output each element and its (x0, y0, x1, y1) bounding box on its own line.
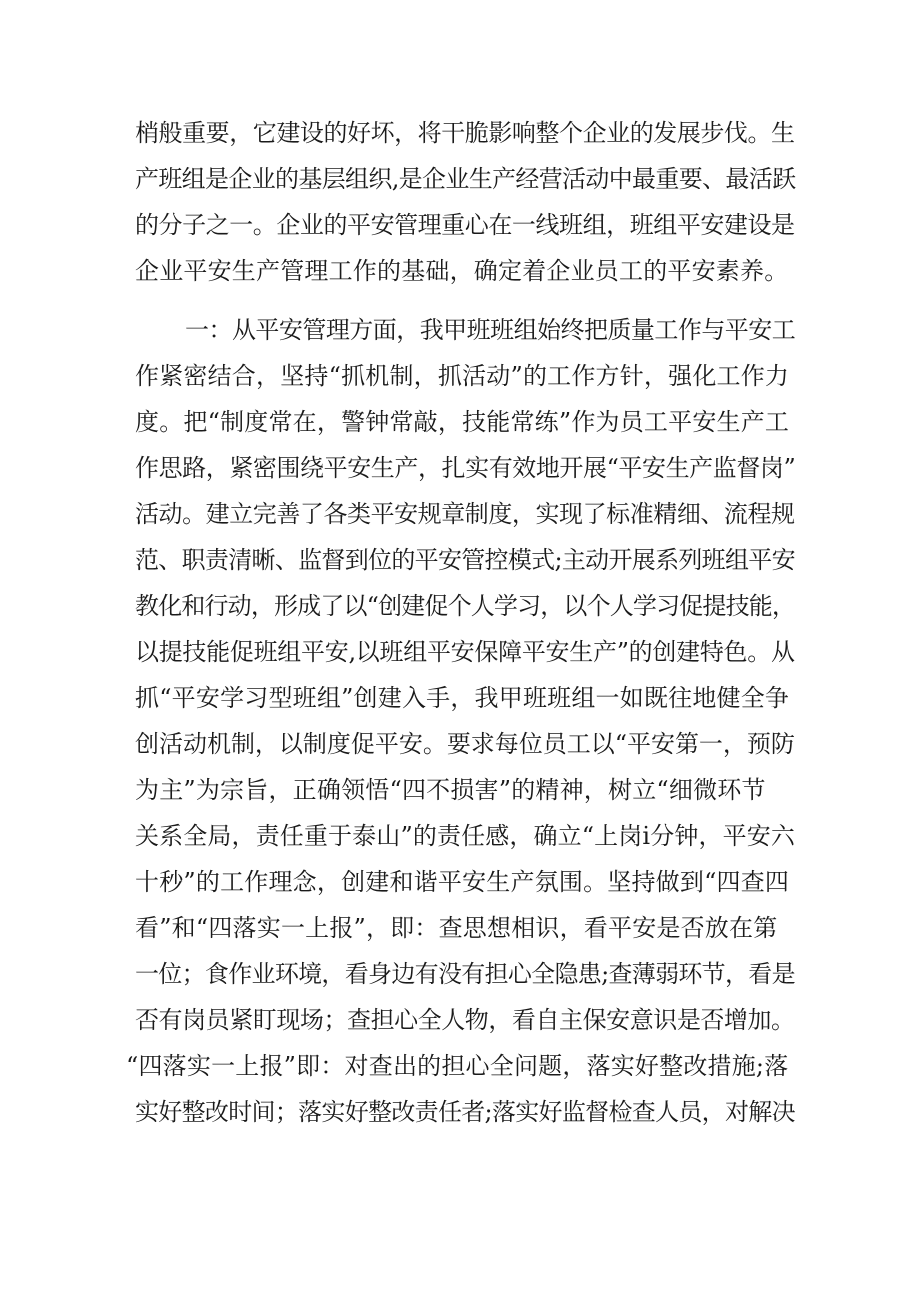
text-line: 产班组是企业的基层组织,是企业生产经营活动中最重要、最活跃 (135, 165, 796, 193)
text-line: 关系全局，责任重于泰山”的责任感，确立“上岗i分钟，平安六 (135, 822, 796, 850)
text-line: 为主”为宗旨，正确领悟“四不损害”的精神，树立“细微环节 (135, 776, 766, 804)
text-line: 作紧密结合，坚持“抓机制，抓活动”的工作方针，强化工作力 (135, 362, 790, 390)
text-line: 否有岗员紧盯现场；查担心全人物，看自主保安意识是否增加。 (135, 1006, 795, 1034)
text-line: 以提技能促班组平安,以班组平安保障平安生产”的创建特色。从 (135, 638, 795, 666)
text-line: 实好整改时间；落实好整改责任者;落实好监督检查人员，对解决 (135, 1098, 795, 1126)
text-line: 度。把“制度常在，警钟常敲，技能常练”作为员工平安生产工 (135, 408, 790, 436)
text-line: 梢般重要，它建设的好坏，将干脆影响整个企业的发展步伐。生 (135, 119, 795, 147)
text-line: 一位；食作业环境，看身边有没有担心全隐患;查薄弱环节，看是 (135, 960, 795, 988)
text-line: 作思路，紧密围绕平安生产，扎实有效地开展“平安生产监督岗” (135, 454, 796, 482)
text-line: 创活动机制，以制度促平安。要求每位员工以“平安第一，预防 (135, 730, 795, 758)
text-line: 范、职责清晰、监督到位的平安管控模式;主动开展系列班组平安 (135, 546, 795, 574)
text-line: 抓“平安学习型班组”创建入手，我甲班班组一如既往地健全争 (135, 684, 790, 712)
text-line: “四落实一上报”即：对查出的担心全问题，落实好整改措施;落 (126, 1052, 789, 1080)
text-line: 企业平安生产管理工作的基础，确定着企业员工的平安素养。 (135, 257, 789, 285)
text-line: 的分子之一。企业的平安管理重心在一线班组，班组平安建设是 (135, 211, 795, 239)
text-line: 看”和“四落实一上报”，即：查思想相识，看平安是否放在第 (135, 914, 778, 942)
text-line: 教化和行动，形成了以“创建促个人学习，以个人学习促提技能， (135, 592, 796, 620)
text-line: 十秒”的工作理念，创建和谐平安生产氛围。坚持做到“四查四 (135, 868, 790, 896)
text-line: 活动。建立完善了各类平安规章制度，实现了标准精细、流程规 (135, 500, 795, 528)
paragraph-indent-line: 一：从平安管理方面，我甲班班组始终把质量工作与平安工 (185, 316, 796, 344)
